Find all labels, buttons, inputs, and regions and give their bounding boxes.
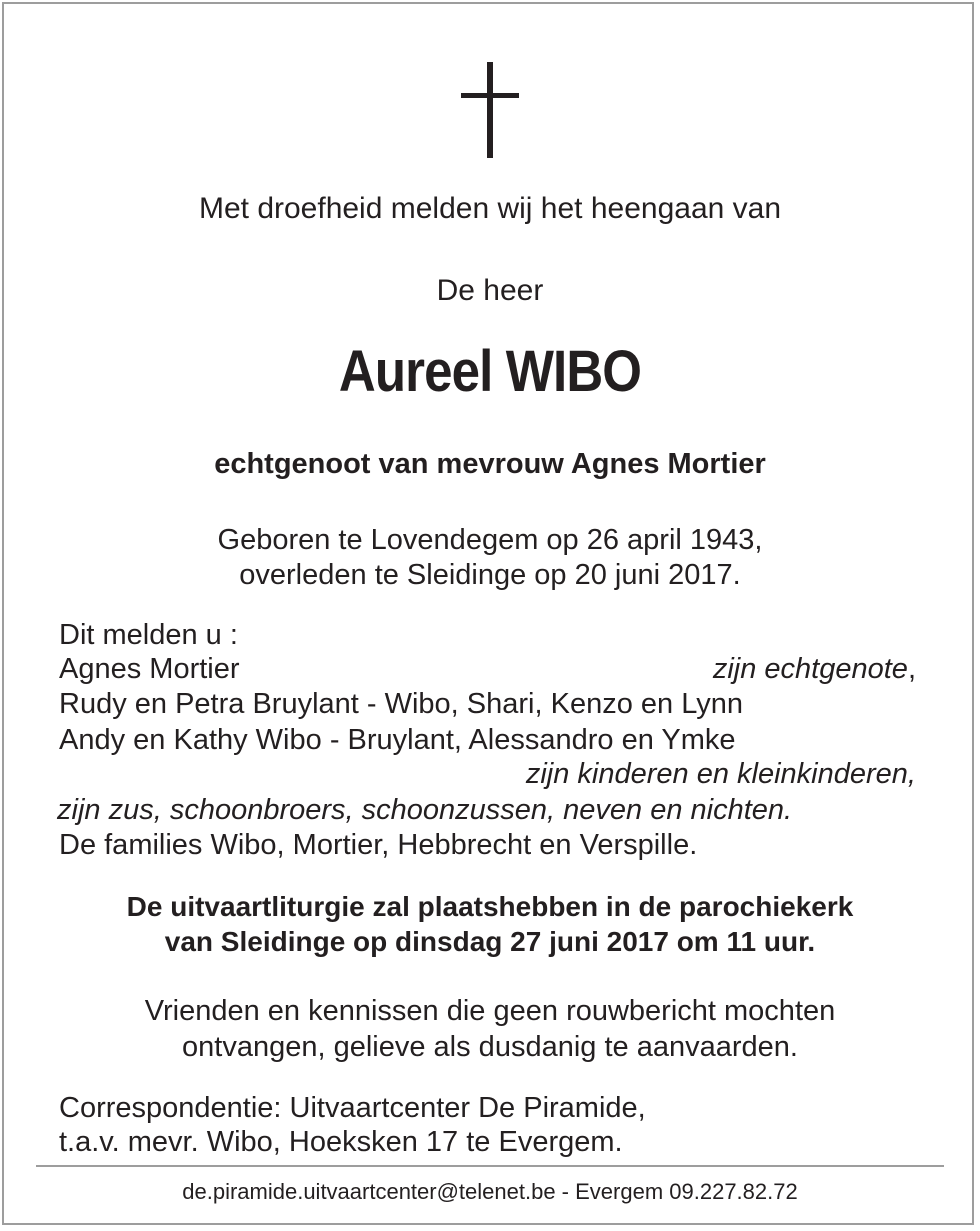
child-family-1: Rudy en Petra Bruylant - Wibo, Shari, Kenzo en Lynn [59, 688, 744, 720]
friends-line-1: Vrienden en kennissen die geen rouwbericht mochten [144, 995, 836, 1027]
spouse-role-line [713, 653, 916, 686]
announced-heading: Dit melden u : [59, 619, 238, 651]
deceased-name: Aureel WIBO [338, 339, 642, 404]
families-line: De families Wibo, Mortier, Hebbrecht en Verspille. [59, 829, 698, 861]
friends-line-2: ontvangen, gelieve als dusdanig te aanvaarden. [182, 1031, 798, 1063]
footer-divider [36, 1165, 944, 1167]
relatives-line: zijn zus, schoonbroers, schoonzussen, neven en nichten. [57, 794, 793, 826]
spouse-line: echtgenoot van mevrouw Agnes Mortier [214, 448, 766, 480]
correspondence-line-1: Correspondentie: Uitvaartcenter De Piramide, [59, 1092, 646, 1124]
spouse-name: Agnes Mortier [59, 653, 240, 685]
death-line: overleden te Sleidinge op 20 juni 2017. [239, 559, 741, 591]
liturgy-line-2: van Sleidinge op dinsdag 27 juni 2017 om 11 uur. [164, 926, 816, 957]
honorific: De heer [436, 274, 544, 307]
spouse-role: zijn echtgenote [712, 653, 908, 685]
footer-contact: de.piramide.uitvaartcenter@telenet.be - Evergem 09.227.82.72 [182, 1179, 798, 1204]
cross-icon [461, 62, 519, 158]
child-family-2: Andy en Kathy Wibo - Bruylant, Alessandro en Ymke [59, 724, 736, 756]
intro-text: Met droefheid melden wij het heengaan van [198, 192, 782, 225]
spouse-role-comma: , [907, 653, 916, 685]
children-role: zijn kinderen en kleinkinderen, [525, 758, 916, 790]
birth-line: Geboren te Lovendegem op 26 april 1943, [217, 524, 763, 556]
correspondence-line-2: t.a.v. mevr. Wibo, Hoeksken 17 te Evergem. [59, 1126, 623, 1158]
liturgy-line-1: De uitvaartliturgie zal plaatshebben in de parochiekerk [126, 891, 854, 922]
